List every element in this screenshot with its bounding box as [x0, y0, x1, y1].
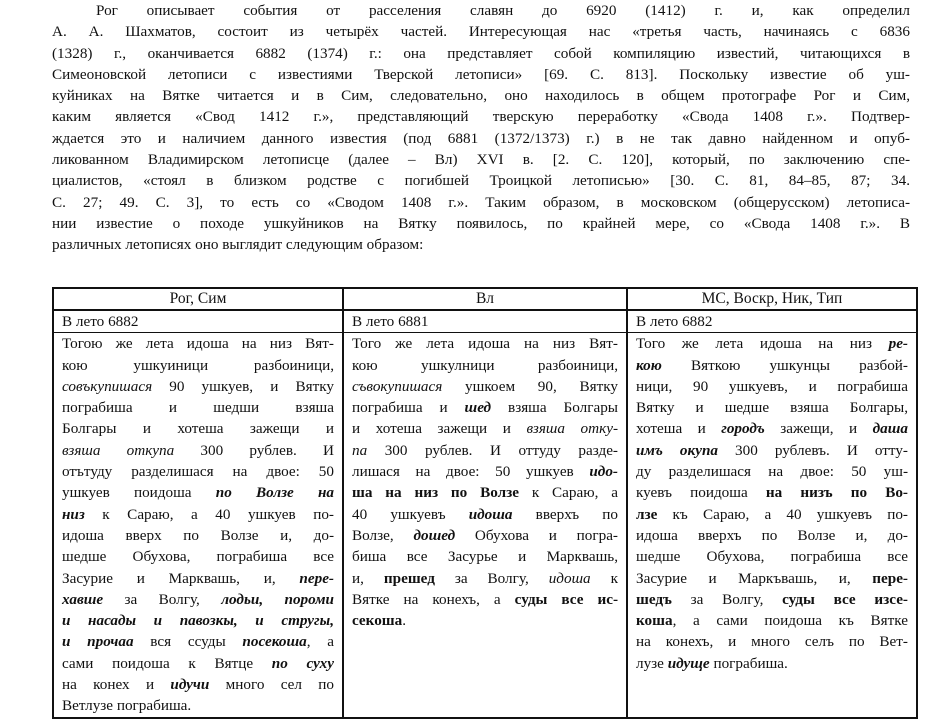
text-run: хотеша и [636, 420, 722, 438]
text-line [62, 568, 334, 589]
text-line: (1328) г., оканчивается 6882 (1374) г.: она представляет собой компиляцию известий, читающихся в [52, 44, 910, 62]
text-line [352, 568, 618, 589]
text-run: Обухова и погра- [455, 526, 618, 544]
text-run: к Сараю, а [518, 484, 618, 502]
table-cell-ms [627, 310, 917, 718]
text-run: пере- [872, 569, 908, 587]
text-run: идуще [667, 654, 710, 672]
text-run: къ Сараю, а 40 ушкуевъ по- [657, 505, 908, 523]
text-run: , а сами поидоша къ Вятке [672, 612, 908, 630]
comparison-table [52, 287, 918, 719]
text-run: , а [306, 633, 334, 651]
text-line [636, 333, 908, 354]
text-line [352, 546, 618, 567]
text-run: 300 рублевъ. И отту- [717, 441, 908, 459]
text-line [636, 504, 908, 525]
text-line [352, 376, 618, 397]
text-line [352, 355, 618, 376]
text-run: шедше Обухова, пограбиша все [62, 548, 334, 566]
text-line [62, 631, 334, 652]
text-run: дошед [413, 526, 456, 544]
text-run: к [590, 569, 618, 587]
text-run: взяша Болгары [491, 399, 618, 417]
text-run: пограбиша. [709, 654, 788, 672]
text-line [636, 568, 908, 589]
text-line [636, 589, 908, 610]
text-run: Засурие и Маркъвашь, и, [636, 569, 873, 587]
text-run: прешед [383, 569, 435, 587]
text-run: идоша [468, 505, 513, 523]
text-line [636, 440, 908, 461]
text-run: Того же лета идоша на низ [636, 335, 889, 353]
text-run: городъ [721, 420, 765, 438]
text-run: ушкуев поидоша [62, 484, 216, 502]
text-line [62, 674, 334, 695]
text-line [62, 461, 334, 482]
text-run: низ [62, 505, 85, 523]
text-line [62, 397, 334, 418]
text-run: вверхъ по [512, 505, 618, 523]
text-run: за Волгу, [671, 590, 783, 608]
year-heading: В лето 6882 [54, 311, 342, 333]
text-line [636, 355, 908, 376]
text-line [62, 440, 334, 461]
text-run: совъкупишася [62, 377, 153, 395]
text-run: и насады и павозкы, и стругы, [62, 612, 334, 630]
text-run: ду разделишася на двое: 50 уш- [636, 463, 908, 481]
text-line [636, 376, 908, 397]
text-run: шедъ [636, 590, 672, 608]
text-line [636, 397, 908, 418]
text-line [62, 610, 334, 631]
text-run: идоша [548, 569, 591, 587]
text-run: секоша [352, 612, 403, 630]
text-run: . [402, 612, 407, 630]
text-run: Вятку и шедше взяша Болгары, [636, 399, 908, 417]
text-run: взяша откупа [62, 441, 175, 459]
text-run: ре- [888, 335, 908, 353]
text-line [62, 418, 334, 439]
text-run: суды все ис- [514, 590, 619, 608]
text-run: на конех и [62, 676, 171, 694]
text-run: ници, 90 ушкуевъ, и пограбиша [636, 377, 908, 395]
text-run: имъ окупа [636, 441, 718, 459]
text-run: за Волгу, [434, 569, 549, 587]
text-line [352, 418, 618, 439]
text-run: 300 рублев. И оттуду разде- [367, 441, 618, 459]
text-line [62, 589, 334, 610]
text-run: Волзе, [352, 526, 414, 544]
text-run: коша [636, 612, 673, 630]
text-line [352, 482, 618, 503]
text-line [62, 355, 334, 376]
text-line [636, 610, 908, 631]
text-line [636, 418, 908, 439]
text-run: идоша вверхъ по Волзе и, до- [636, 526, 908, 544]
text-run: 90 ушкуев, и Вятку [152, 377, 334, 395]
table-cell-rog-sim [53, 310, 343, 718]
text-line [352, 461, 618, 482]
text-run: и, [352, 569, 384, 587]
text-run: Вяткою ушкунцы разбой- [661, 356, 908, 374]
text-run: за Волгу, [103, 590, 222, 608]
table-header-cell: Рог, Сим [53, 288, 343, 310]
text-run: Того же лета идоша на низ Вят- [352, 335, 618, 353]
text-run: зажещи, и [764, 420, 873, 438]
text-run: и хотеша зажещи и [352, 420, 527, 438]
text-line [352, 589, 618, 610]
text-run: кою ушкулници разбоиници, [352, 356, 618, 374]
text-run: много сел по [209, 676, 334, 694]
text-line [62, 546, 334, 567]
year-heading: В лето 6881 [344, 311, 626, 333]
text-line: различных летописях оно выглядит следующим образом: [52, 236, 424, 254]
text-line [636, 653, 908, 674]
text-run: сами поидоша к Вятце [62, 654, 272, 672]
text-run: по Волзе на [215, 484, 334, 502]
text-line [62, 653, 334, 674]
text-run: шедше Обухова, пограбиша все [636, 548, 908, 566]
text-run: Вятке на конехъ, а [352, 590, 515, 608]
text-run: ша на низ по Волзе [352, 484, 519, 502]
table-row [53, 310, 917, 718]
text-line [352, 397, 618, 418]
text-run: вся ссуды [133, 633, 243, 651]
text-line [352, 525, 618, 546]
text-line [352, 504, 618, 525]
table-header-cell: Вл [343, 288, 627, 310]
text-line [352, 440, 618, 461]
text-line [352, 333, 618, 354]
text-run: пере- [299, 569, 334, 587]
text-line [636, 461, 908, 482]
text-run: даша [872, 420, 908, 438]
text-run: па [352, 441, 368, 459]
text-run: к Сараю, а 40 ушкуев по- [84, 505, 334, 523]
text-line: нии известие о походе ушкуйников на Вятку появилось, по крайней мере, со «Свода 1408 г.». В [52, 214, 910, 232]
year-heading: В лето 6882 [628, 311, 916, 333]
text-run: на низъ по Во- [765, 484, 908, 502]
text-run: посекоша [242, 633, 307, 651]
text-run: лузе [636, 654, 668, 672]
text-line [62, 333, 334, 354]
text-run: отътуду разделишася на двое: 50 [62, 463, 334, 481]
text-line: циалистов, «стоял в близком родстве с погибшей Троицкой летописью» [30. С. 81, 84–85, 87; 34. [52, 172, 910, 190]
text-line: ждается это и наличием данного известия (под 6881 (1372/1373) г.) в не так давно найденном и опуб- [52, 129, 910, 147]
text-run: лзе [636, 505, 658, 523]
text-line [62, 482, 334, 503]
text-run: Болгары и хотеша зажещи и [62, 420, 334, 438]
text-run: куевъ поидоша [636, 484, 766, 502]
text-run: кою ушкуиници разбоиници, [62, 356, 334, 374]
text-run: кою [636, 356, 662, 374]
text-run: биша все Засурье и Марквашь, [352, 548, 618, 566]
text-line [62, 376, 334, 397]
text-line: А. А. Шахматов, состоит из четырёх частей. Интересующая нас «третья часть, начинаясь с 6836 [52, 23, 910, 41]
text-run: шед [464, 399, 492, 417]
text-run: суды все изсе- [782, 590, 908, 608]
text-line: ликованном Владимирском летописце (далее – Вл) XVI в. [2. С. 120], который, по заключению спе- [52, 151, 910, 169]
text-line [62, 525, 334, 546]
text-run: пограбиша и шедши взяша [62, 399, 334, 417]
text-line [636, 546, 908, 567]
text-run: съвокупишася [352, 377, 443, 395]
text-run: пограбиша и [352, 399, 465, 417]
text-line [636, 482, 908, 503]
text-run: и прочаа [62, 633, 134, 651]
text-run: на конехъ, и много селъ по Вет- [636, 633, 908, 651]
text-line: куйниках на Вятке читается и в Сим, следовательно, оно находилось в общем протографе Рог и Сим, [52, 87, 910, 105]
table-header-cell: МС, Воскр, Ник, Тип [627, 288, 917, 310]
text-run: по суху [271, 654, 334, 672]
text-run: взяша отку- [526, 420, 619, 438]
text-line [62, 504, 334, 525]
text-line: Симеоновской летописи с известиями Тверской летописи» [69. С. 813]. Поскольку известие об уш- [52, 65, 910, 83]
text-run: ушкоем 90, Вятку [442, 377, 618, 395]
text-run: Тогою же лета идоша на низ Вят- [62, 335, 334, 353]
text-run: Засурие и Марквашь, и, [62, 569, 300, 587]
text-line: Рог описывает события от расселения славян до 6920 (1412) г. и, как определил [96, 2, 910, 19]
text-run: Ветлузе пограбиша. [62, 697, 192, 715]
text-run: идучи [170, 676, 210, 694]
text-line [636, 631, 908, 652]
intro-paragraph [52, 0, 910, 256]
text-run: хавше [62, 590, 104, 608]
text-run: лишася на двое: 50 ушкуев [352, 463, 590, 481]
text-run: идоша вверх по Волзе и, до- [62, 526, 334, 544]
text-line [352, 610, 618, 631]
text-line [636, 525, 908, 546]
text-line: С. 27; 49. С. 3], то есть со «Сводом 1408 г.». Таким образом, в московском (общерусском) летописа- [52, 193, 910, 211]
text-run: лодьи, пороми [221, 590, 334, 608]
table-cell-vl [343, 310, 627, 718]
text-run: 40 ушкуевъ [352, 505, 469, 523]
text-run: 300 рублев. И [174, 441, 334, 459]
text-run: идо- [589, 463, 618, 481]
table-header-row [53, 288, 917, 310]
text-line: каким является «Свод 1412 г.», представляющий тверскую переработку «Свода 1408 г.». Подтвер- [52, 108, 910, 126]
text-line [62, 695, 334, 716]
